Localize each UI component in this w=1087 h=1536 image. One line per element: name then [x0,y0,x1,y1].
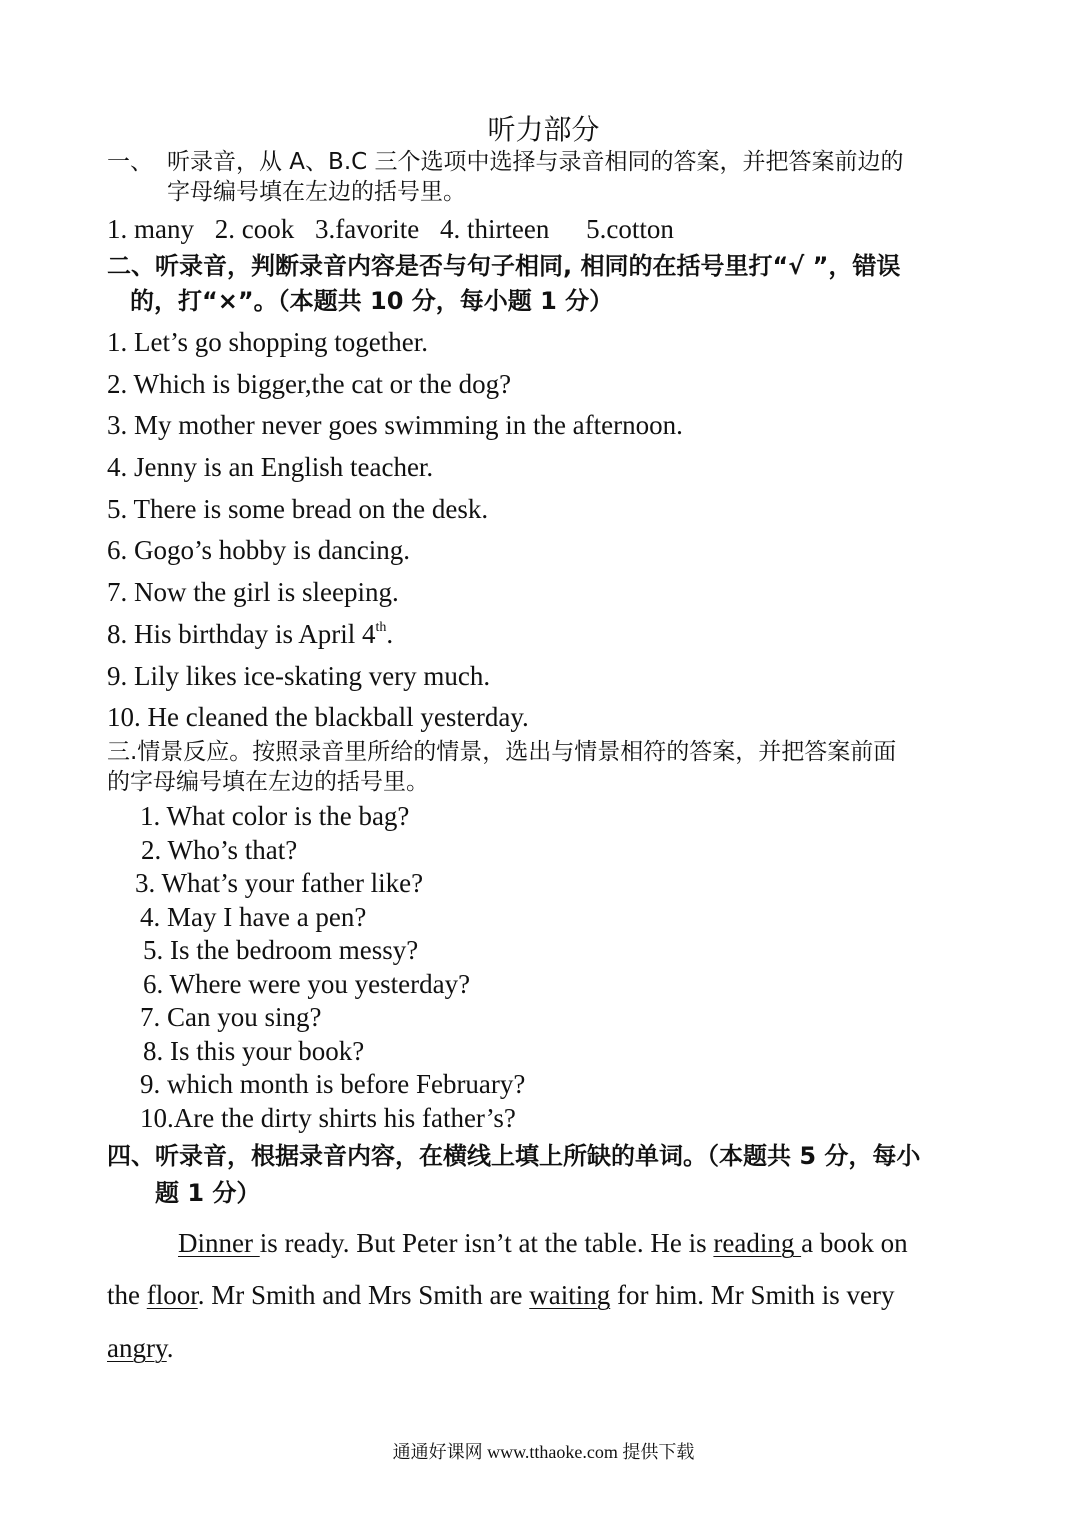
page-footer: 通通好课网 www.tthaoke.com 提供下载 [392,1442,695,1462]
question-text: 1. What color is the bag? [140,801,410,831]
question-text: 6. Where were you yesterday? [143,968,471,999]
section2-sentence-list [107,325,683,742]
sentence-item-8 [107,617,683,659]
question-text: 8. Is this your book? [143,1035,365,1066]
question-text: 4. May I have a pen? [140,901,367,932]
section4-instruction-line2: 题 1 分） [155,1179,261,1207]
question-item [0,1068,1087,1102]
cloze-line-3 [107,1331,173,1365]
section1-instruction-line2: 字母编号填在左边的括号里。 [167,179,466,205]
question-item [0,867,1087,901]
question-item [0,834,1087,868]
option-5: 5.cotton [586,214,674,244]
sentence-8-text: 8. His birthday is April 4 [107,618,376,649]
cloze-text: . [166,1333,174,1363]
section4-instruction-line1: 四、听录音，根据录音内容，在横线上填上所缺的单词。（本题共 5 分，每小 [107,1142,921,1170]
section2-instruction-line2: 的，打“×”。（本题共 10 分，每小题 1 分） [130,287,614,315]
question-item [0,901,1087,935]
cloze-line-2 [107,1278,895,1312]
question-text: 5. Is the bedroom messy? [143,935,419,965]
question-text: 2. Who’s that? [141,834,298,865]
sentence-8-period: . [386,618,394,649]
sentence-item: 1. Let’s go shopping together. [107,327,428,357]
blank-answer-2: reading [713,1228,802,1258]
blank-answer-3: floor [146,1280,198,1310]
page-title: 听力部分 [487,113,600,146]
sentence-item: 9. Lily likes ice-skating very much. [107,660,491,691]
option-4: 4. thirteen [439,214,550,244]
sentence-item: 7. Now the girl is sleeping. [107,577,399,608]
question-item [0,1001,1087,1035]
cloze-text: for him. Mr Smith is very [610,1280,895,1310]
sentence-item: 5. There is some bread on the desk. [107,493,489,524]
cloze-text: . Mr Smith and Mrs Smith are [197,1280,530,1310]
cloze-text: is ready. But Peter isn’t at the table. He is [259,1228,714,1258]
question-item [0,934,1087,968]
section1-options [107,212,688,246]
cloze-text: the [107,1280,147,1310]
section1-instruction [107,147,904,177]
option-3: 3.favorite [314,214,420,244]
cloze-line-1 [178,1226,908,1260]
section3-instruction-line2: 的字母编号填在左边的括号里。 [107,769,429,795]
section2-instruction-line1: 二、听录音，判断录音内容是否与句子相同, 相同的在括号里打“√ ”，错误 [107,252,901,280]
question-text: 10.Are the dirty shirts his father’s? [140,1102,516,1133]
sentence-item: 2. Which is bigger,the cat or the dog? [107,368,512,399]
cloze-text: a book on [801,1228,908,1258]
blank-answer-5: angry [107,1333,167,1363]
section1-number: 一、 [107,149,153,175]
sentence-item: 3. My mother never goes swimming in the afternoon. [107,410,683,441]
blank-answer-4: waiting [529,1280,611,1310]
section3-question-list [0,800,1087,1135]
option-1: 1. many [107,214,194,244]
sentence-8-superscript: th [375,619,387,635]
option-2: 2. cook [214,214,295,244]
sentence-item: 10. He cleaned the blackball yesterday. [107,702,529,733]
section3-instruction-line1: 三.情景反应。按照录音里所给的情景，选出与情景相符的答案，并把答案前面 [107,739,897,765]
question-text: 3. What’s your father like? [135,868,424,898]
sentence-item: 6. Gogo’s hobby is dancing. [107,535,410,566]
question-item [0,1035,1087,1069]
question-item [0,1102,1087,1136]
question-text: 9. which month is before February? [140,1069,526,1099]
question-item [0,800,1087,834]
blank-answer-1: Dinner [178,1228,260,1258]
question-text: 7. Can you sing? [140,1002,322,1032]
section1-instruction-line1: 听录音，从 A、B.C 三个选项中选择与录音相同的答案，并把答案前边的 [167,149,904,175]
sentence-item: 4. Jenny is an English teacher. [107,452,434,483]
question-item [0,968,1087,1002]
